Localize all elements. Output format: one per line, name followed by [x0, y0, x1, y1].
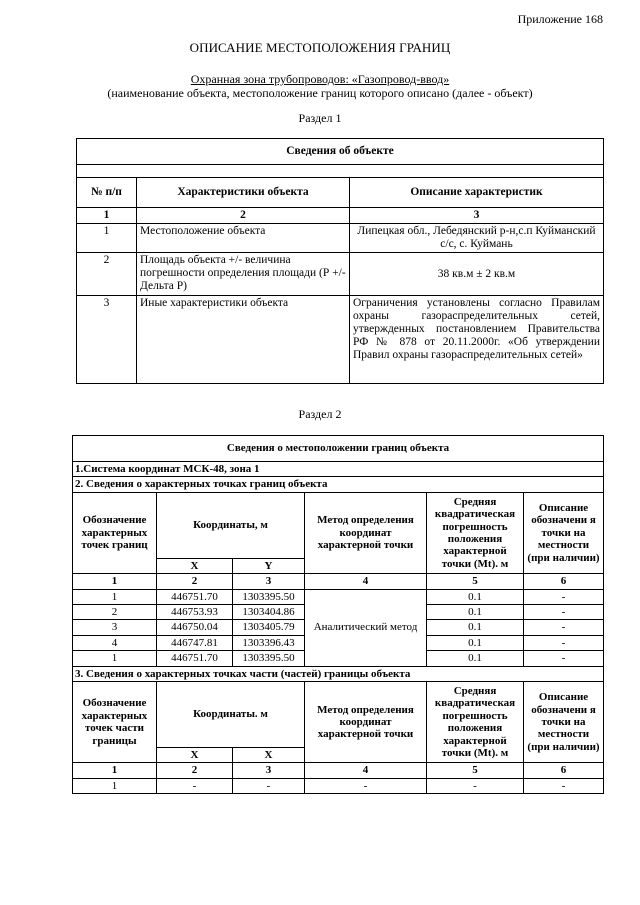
- point-x: 446751.70: [157, 651, 233, 666]
- appendix-label: Приложение 168: [517, 12, 603, 26]
- point-error: 0.1: [427, 605, 524, 620]
- part-point-y: -: [233, 778, 305, 793]
- header-point: Обозначение характерных точек части границы: [73, 682, 157, 763]
- header-x: X: [157, 748, 233, 763]
- point-descr: -: [524, 651, 604, 666]
- header-point: Обозначение характерных точек границ: [73, 492, 157, 573]
- point-y: 1303405.79: [233, 620, 305, 635]
- point-x: 446751.70: [157, 589, 233, 604]
- col-number-1: 1: [73, 763, 157, 778]
- object-name: [0, 72, 640, 87]
- point-x: 446747.81: [157, 635, 233, 650]
- col-number-1: 1: [73, 574, 157, 589]
- row-value: 38 кв.м ± 2 кв.м: [350, 253, 604, 296]
- row-name: Площадь объекта +/- величина погрешности определения площади (Р +/- Дельта Р): [137, 253, 350, 296]
- point-error: 0.1: [427, 651, 524, 666]
- col-number-3: 3: [233, 763, 305, 778]
- header-characteristics: Характеристики объекта: [137, 178, 350, 208]
- point-error: 0.1: [427, 620, 524, 635]
- header-description: Описание характеристик: [350, 178, 604, 208]
- col-number-3: 3: [350, 208, 604, 224]
- row-name: Иные характеристики объекта: [137, 296, 350, 384]
- col-number-4: 4: [305, 574, 427, 589]
- part2-title: 2. Сведения о характерных точках границ объекта: [73, 477, 604, 492]
- col-number-5: 5: [427, 763, 524, 778]
- point-descr: -: [524, 635, 604, 650]
- object-name-text: Охранная зона трубопроводов: «Газопровод-ввод»: [190, 72, 450, 86]
- point-y: 1303395.50: [233, 589, 305, 604]
- coord-system: 1.Система координат МСК-48, зона 1: [73, 462, 604, 477]
- col-number-6: 6: [524, 574, 604, 589]
- object-info-table: [76, 138, 604, 384]
- point-descr: -: [524, 589, 604, 604]
- part-point-method: -: [305, 778, 427, 793]
- table-title: Сведения об объекте: [77, 139, 604, 165]
- object-caption: (наименование объекта, местоположение границ которого описано (далее - объект): [107, 86, 533, 100]
- point-error: 0.1: [427, 589, 524, 604]
- col-number-1: 1: [77, 208, 137, 224]
- document-title: ОПИСАНИЕ МЕСТОПОЛОЖЕНИЯ ГРАНИЦ: [189, 40, 451, 55]
- point-id: 3: [73, 620, 157, 635]
- header-descr: Описание обозначени я точки на местности (при наличии): [524, 492, 604, 573]
- part-point-id: 1: [73, 778, 157, 793]
- boundary-table: [72, 435, 604, 794]
- point-descr: -: [524, 620, 604, 635]
- point-error: 0.1: [427, 635, 524, 650]
- point-x: 446750.04: [157, 620, 233, 635]
- header-y: X: [233, 748, 305, 763]
- point-id: 1: [73, 651, 157, 666]
- header-method: Метод определения координат характерной точки: [305, 682, 427, 763]
- header-descr: Описание обозначени я точки на местности (при наличии): [524, 682, 604, 763]
- col-number-4: 4: [305, 763, 427, 778]
- row-number: 3: [77, 296, 137, 384]
- row-number: 1: [77, 224, 137, 253]
- point-y: 1303395.50: [233, 651, 305, 666]
- part3-title: 3. Сведения о характерных точках части (частей) границы объекта: [73, 666, 604, 681]
- header-coords: Координаты. м: [157, 682, 305, 748]
- part-point-x: -: [157, 778, 233, 793]
- boundary-table-title: Сведения о местоположении границ объекта: [73, 436, 604, 462]
- section1-heading: Раздел 1: [298, 111, 342, 125]
- section2-heading: Раздел 2: [298, 407, 342, 421]
- col-number-2: 2: [137, 208, 350, 224]
- col-number-6: 6: [524, 763, 604, 778]
- col-number-5: 5: [427, 574, 524, 589]
- part-point-error: -: [427, 778, 524, 793]
- row-number: 2: [77, 253, 137, 296]
- header-number: № п/п: [77, 178, 137, 208]
- header-error: Средняя квадратическая погрешность положения характерной точки (Mt). м: [427, 492, 524, 573]
- header-coords: Координаты, м: [157, 492, 305, 558]
- header-method: Метод определения координат характерной точки: [305, 492, 427, 573]
- point-descr: -: [524, 605, 604, 620]
- point-id: 1: [73, 589, 157, 604]
- col-number-2: 2: [157, 763, 233, 778]
- point-y: 1303404.86: [233, 605, 305, 620]
- part-point-descr: -: [524, 778, 604, 793]
- row-value: Липецкая обл., Лебедянский р-н,с.п Куйманский с/с, с. Куймань: [350, 224, 604, 253]
- col-number-3: 3: [233, 574, 305, 589]
- col-number-2: 2: [157, 574, 233, 589]
- header-error: Средняя квадратическая погрешность положения характерной точки (Mt). м: [427, 682, 524, 763]
- header-x: X: [157, 558, 233, 573]
- point-method: Аналитический метод: [305, 589, 427, 666]
- row-name: Местоположение объекта: [137, 224, 350, 253]
- point-x: 446753.93: [157, 605, 233, 620]
- point-id: 4: [73, 635, 157, 650]
- point-y: 1303396.43: [233, 635, 305, 650]
- point-id: 2: [73, 605, 157, 620]
- table-spacer-row: [77, 165, 604, 178]
- row-value: Ограничения установлены согласно Правилам охраны газораспределительных сетей, утвержденных постановлением Правительства РФ № 878 от 20.11.2000г. «Об утверждении Правил охраны газораспределительных сетей»: [350, 296, 604, 384]
- header-y: Y: [233, 558, 305, 573]
